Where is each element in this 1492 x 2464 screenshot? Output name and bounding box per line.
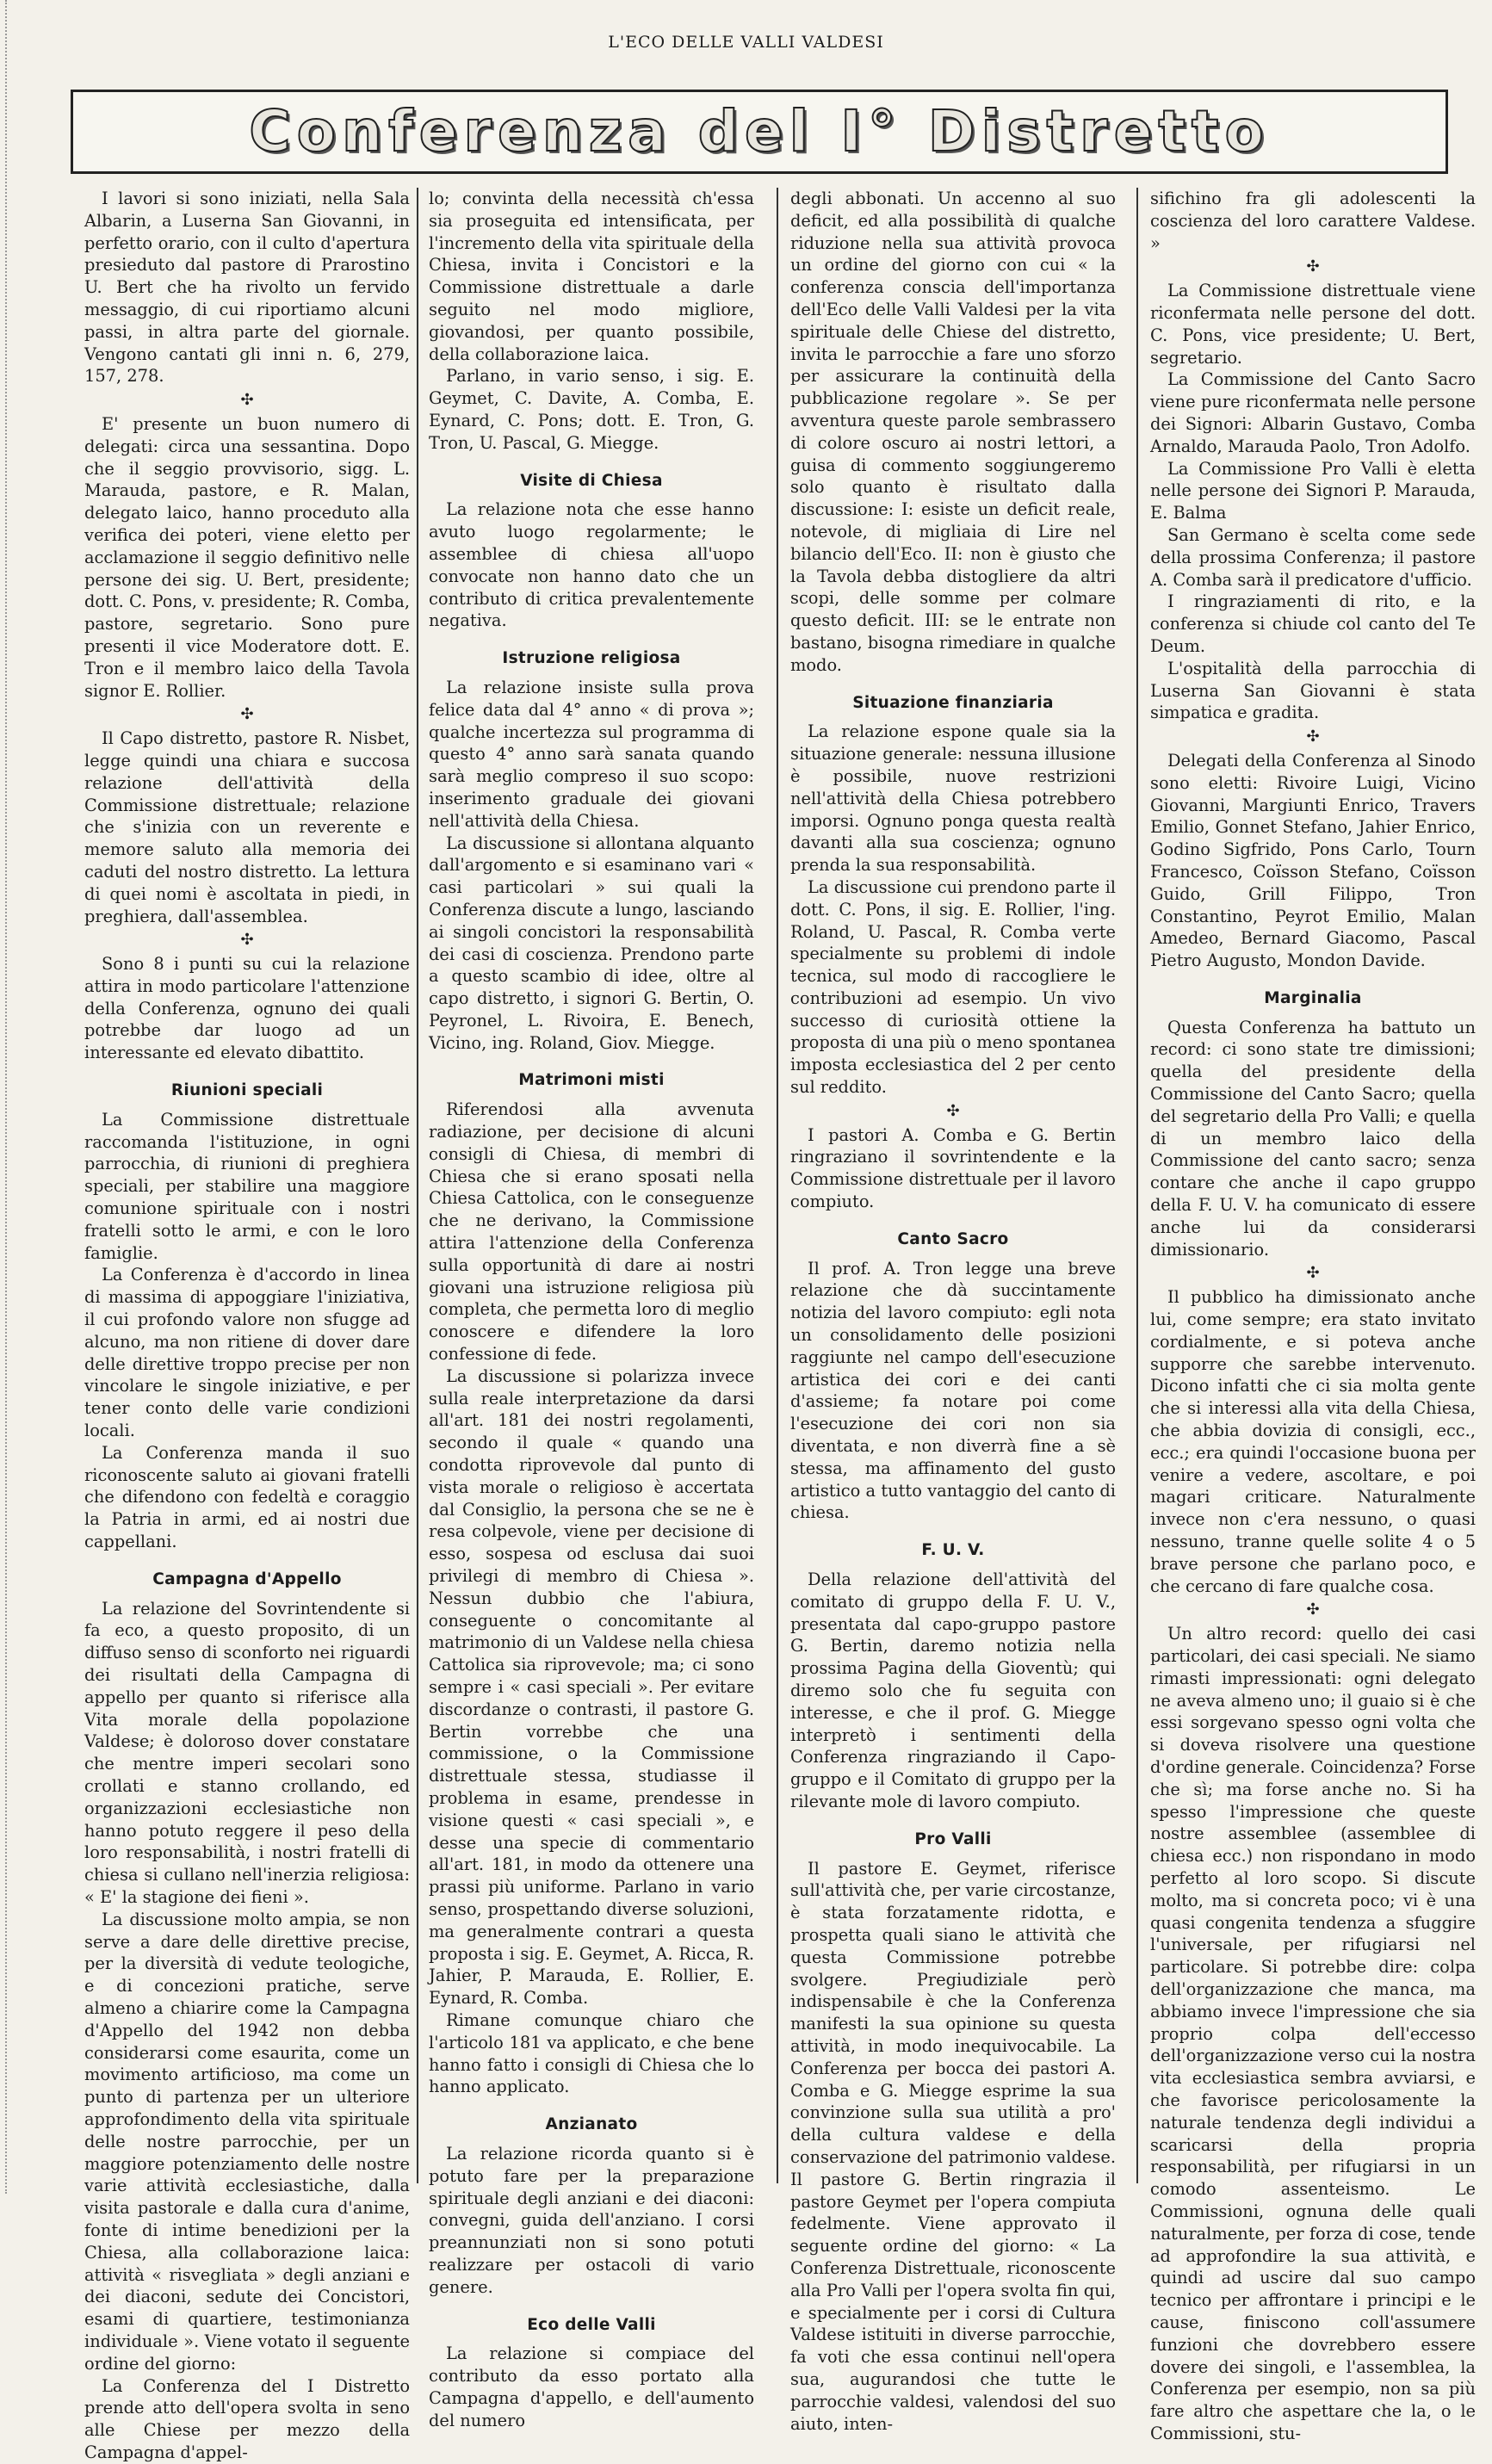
- section-divider-icon: ✣: [240, 391, 254, 410]
- section-heading: Visite di Chiesa: [520, 471, 663, 490]
- paragraph: Questa Conferenza ha battuto un record: ci sono state tre dimissioni; quella del presidente della Commissione del Canto Sacro; quella del segretario della Pro Valli; e quella di un membro laico della Commissione del canto sacro; senza contare che anche il capo gruppo della F. U. V. ha comunicato di essere anche lui da considerarsi dimissionario.: [1150, 1017, 1476, 1260]
- paragraph: Rimane comunque chiaro che l'articolo 181 va applicato, e che bene hanno fatto i consigli di Chiesa che lo hanno applicato.: [429, 2009, 754, 2097]
- paragraph: L'ospitalità della parrocchia di Luserna San Giovanni è stata simpatica e gradita.: [1150, 658, 1476, 723]
- paragraph: La relazione ricorda quanto si è potuto fare per la preparazione spirituale degli anziani e dei diaconi: convegni, guida dell'anziano. I corsi preannunziati non si sono potuti realizzare per ostacoli di vario genere.: [429, 2143, 754, 2297]
- paragraph: Un altro record: quello dei casi particolari, dei casi speciali. Ne siamo rimasti impressionati: ogni delegato ne aveva almeno uno; il guaio si è che essi sorgevano spesso ogni volta che si doveva risolvere una questione d'ordine generale. Coincidenza? Forse che sì; ma forse anche no. Si ha spesso l'impressione che queste nostre assemblee (assemblee di chiesa ecc.) non rispondano in modo perfetto al loro scopo. Si discute molto, ma si concreta poco; vi è una quasi congenita tendenza a sfuggire l'universale, per rifugiarsi nel particolare. Si potrebbe dire: colpa dell'organizzazione che manca, ma abbiamo invece l'impressione che sia proprio colpa dell'eccesso dell'organizzazione verso cui la nostra vita ecclesiastica sembra avviarsi, e che favorisce pericolosamente la naturale tendenza degli individui a scaricarsi della propria responsabilità, per rifugiarsi in un comodo assenteismo. Le Commissioni, ognuna delle quali naturalmente, per forza di cose, tende ad approfondire la sua attività, e quindi ad uscire dal suo campo tecnico per affrontare i principi e le cause, finiscono coll'assumere funzioni che dovrebbero essere dovere dei singoli, e l'assemblea, la Conferenza per esempio, non sa più fare altro che aspettare che la, o le Commissioni, stu-: [1150, 1624, 1476, 2443]
- article-column-3: [790, 188, 1116, 2434]
- section-divider-icon: ✣: [1306, 1264, 1320, 1283]
- column-rule: [777, 188, 778, 2183]
- paragraph: Il prof. A. Tron legge una breve relazione che dà succintamente notizia del lavoro compiuto: egli nota un consolidamento delle posizioni raggiunte nel campo dell'esecuzione artistica dei cori e dei canti d'assieme; fa notare poi come l'esecuzione dei cori non sia diventata, e non diverrà fine a sè stessa, ma affinamento del gusto artistico a tutto vantaggio del canto di chiesa.: [790, 1258, 1116, 1523]
- section-divider-icon: ✣: [240, 931, 254, 950]
- section-heading: F. U. V.: [921, 1541, 985, 1560]
- section-heading: Istruzione religiosa: [502, 649, 681, 668]
- paragraph: Parlano, in vario senso, i sig. E. Geymet, C. Davite, A. Comba, E. Eynard, C. Pons; dott. E. Tron, G. Tron, U. Pascal, G. Miegge.: [429, 366, 754, 453]
- paragraph: La discussione si allontana alquanto dall'argomento e si esaminano vari « casi particolari » sui quali la Conferenza discute a lungo, lasciando ai singoli concistori la responsabilità dei casi di coscienza. Prendono parte a questo scambio di idee, oltre al capo distretto, i signori G. Bertin, O. Peyronel, L. Rivoira, E. Benech, Vicino, ing. Roland, Giov. Miegge.: [429, 833, 754, 1053]
- section-heading: Pro Valli: [914, 1829, 992, 1848]
- scan-edge-marks: [5, 0, 12, 2194]
- section-heading: Matrimoni misti: [518, 1071, 665, 1090]
- headline-box: [71, 90, 1448, 174]
- paragraph: I lavori si sono iniziati, nella Sala Albarin, a Luserna San Giovanni, in perfetto orario, con il culto d'apertura presieduto dal pastore di Prarostino U. Bert che ha rivolto un fervido messaggio, di cui riportiamo alcuni passi, in altra parte del giornale. Vengono cantati gli inni n. 6, 279, 157, 278.: [84, 189, 410, 387]
- paragraph: San Germano è scelta come sede della prossima Conferenza; il pastore A. Comba sarà il predicatore d'ufficio.: [1150, 524, 1476, 590]
- paragraph: Il pastore E. Geymet, riferisce sull'attività che, per varie circostanze, è stata forzatamente ridotta, e prospetta quali siano le attività che questa Commissione potrebbe svolgere. Pregiudiziale però indispensabile è che la Conferenza manifesti la sua opinione su questa attività, in modo inequivocabile. La Conferenza per bocca dei pastori A. Comba e G. Miegge esprime la sua convinzione sulla sua utilità a pro' della cultura valdese e della conservazione del patrimonio valdese. Il pastore G. Bertin ringrazia il pastore Geymet per l'opera compiuta fedelmente. Viene approvato il seguente ordine del giorno: « La Conferenza Distrettuale, riconoscente alla Pro Valli per l'opera svolta fin qui, e specialmente per i corsi di Cultura Valdese istituiti in diverse parrocchie, fa voti che essa continui nell'opera sua, augurandosi che tutte le parrocchie valdesi, valendosi del suo aiuto, inten-: [790, 1858, 1116, 2434]
- paragraph: I pastori A. Comba e G. Bertin ringraziano il sovrintendente e la Commissione distrettuale per il lavoro compiuto.: [790, 1124, 1116, 1212]
- headline: Conferenza del I° Distretto: [249, 98, 1270, 164]
- column-rule: [417, 188, 418, 2183]
- paragraph: lo; convinta della necessità ch'essa sia proseguita ed intensificata, per l'incremento della vita spirituale della Chiesa, invita i Concistori e la Commissione distrettuale a darle seguito nel modo migliore, giovandosi, per quanto possibile, della collaborazione laica.: [429, 189, 754, 364]
- paragraph: La relazione insiste sulla prova felice data dal 4° anno « di prova »; qualche incertezza sul programma di questo 4° anno sarà sanata quando sarà meglio compreso il suo scopo: inserimento graduale dei giovani nell'attività della Chiesa.: [429, 677, 754, 831]
- paragraph: La Commissione distrettuale viene riconfermata nelle persone del dott. C. Pons, vice presidente; U. Bert, segretario.: [1150, 281, 1476, 368]
- running-head: L'ECO DELLE VALLI VALDESI: [608, 33, 884, 52]
- paragraph: Il pubblico ha dimissionato anche lui, come sempre; era stato invitato cordialmente, e si poteva anche supporre che sarebbe intervenuto. Dicono infatti che ci sia molta gente che si interessi alla vita della Chiesa, che abbia dovizia di consigli, ecc., ecc.; era quindi l'occasione buona per venire a vedere, ascoltare, e poi magari criticare. Naturalmente invece non c'era nessuno, o quasi nessuno, tranne quelle solite 4 o 5 brave persone che parlano poco, e che cercano di fare qualche cosa.: [1150, 1287, 1476, 1596]
- section-heading: Situazione finanziaria: [852, 693, 1054, 712]
- section-divider-icon: ✣: [1306, 257, 1320, 276]
- paragraph: sifichino fra gli adolescenti la coscienza del loro carattere Valdese. »: [1150, 189, 1476, 253]
- paragraph: La relazione espone quale sia la situazione generale: nessuna illusione è possibile, nuove restrizioni nell'attività della Chiesa potrebbero imporsi. Ognuno ponga questa realtà davanti alla sua coscienza; ognuno prenda la sua responsabilità.: [790, 721, 1116, 876]
- paragraph: La Commissione distrettuale raccomanda l'istituzione, in ogni parrocchia, di riunioni di preghiera speciali, per stabilire una maggiore comunione spirituale con i nostri fratelli sotto le armi, e con le loro famiglie.: [84, 1109, 410, 1263]
- section-divider-icon: ✣: [946, 1101, 960, 1120]
- paragraph: La Conferenza è d'accordo in linea di massima di appoggiare l'iniziativa, il cui profondo valore non sfugge ad alcuno, ma non ritiene di dover dare delle direttive troppo precise per non vincolare le singole iniziative, e per tener conto delle varie condizioni locali.: [84, 1265, 410, 1441]
- paragraph: La Commissione Pro Valli è eletta nelle persone dei Signori P. Marauda, E. Balma: [1150, 458, 1476, 523]
- column-rule: [1136, 188, 1138, 2183]
- paragraph: degli abbonati. Un accenno al suo deficit, ed alla possibilità di qualche riduzione nella sua attività provoca un ordine del giorno con cui « la conferenza conscia dell'importanza dell'Eco delle Valli Valdesi per la vita spirituale delle Chiese del distretto, invita le parrocchie a fare uno sforzo per assicurare la continuità della pubblicazione regolare ». Se per avventura queste parole sembrassero di colore oscuro ai nostri lettori, a guisa di commento soggiungeremo solo quanto è risultato dalla discussione: I: esiste un deficit reale, notevole, di migliaia di Lire nel bilancio dell'Eco. II: non è giusto che la Tavola debba distogliere da altri scopi, delle somme per colmare questo deficit. III: se le entrate non bastano, bisogna rimediare in qualche modo.: [790, 189, 1116, 675]
- section-heading: Riunioni speciali: [170, 1081, 324, 1100]
- paragraph: I ringraziamenti di rito, e la conferenza si chiude col canto del Te Deum.: [1150, 591, 1476, 656]
- paragraph: La discussione molto ampia, se non serve a dare delle direttive precise, per la diversità di vedute teologiche, e di concezioni pratiche, serve almeno a chiarire come la Campagna d'Appello del 1942 non debba considerarsi come esaurita, come un movimento artificioso, ma come un punto di partenza per un ulteriore approfondimento della vita spirituale delle nostre parrocchie, per un maggiore potenziamento delle nostre varie attività ecclesiastiche, dalla visita pastorale e dalla cura d'anime, fonte di intime benedizioni per la Chiesa, alla collaborazione laica: attività « risvegliata » degli anziani e dei diaconi, sedute dei Concistori, esami di quartiere, testimonianza individuale ». Viene votato il seguente ordine del giorno:: [84, 1909, 410, 2374]
- section-divider-icon: ✣: [1306, 1600, 1320, 1619]
- article-column-2: [429, 188, 754, 2430]
- section-heading: Anzianato: [545, 2115, 638, 2134]
- section-heading: Eco delle Valli: [527, 2315, 656, 2334]
- paragraph: Della relazione dell'attività del comitato di gruppo della F. U. V., presentata dal capo-gruppo pastore G. Bertin, daremo notizia nella prossima Pagina della Gioventù; qui diremo solo che fu seguita con interesse, e che il prof. G. Miegge interpretò i sentimenti della Conferenza ringraziando il Capo-gruppo e il Comitato di gruppo per la rilevante mole di lavoro compiuto.: [790, 1569, 1116, 1811]
- section-heading: Campagna d'Appello: [152, 1569, 342, 1588]
- paragraph: La Conferenza del I Distretto prende atto dell'opera svolta in seno alle Chiese per mezzo della Campagna d'appel-: [84, 2375, 410, 2462]
- paragraph: Riferendosi alla avvenuta radiazione, per decisione di alcuni consigli di Chiesa, di membri di Chiesa che si erano sposati nella Chiesa Cattolica, con le conseguenze che ne derivano, la Commissione attira l'attenzione della Conferenza sulla opportunità di dare ai nostri giovani una istruzione religiosa più completa, che permetta loro di meglio conoscere e difendere la loro confessione di fede.: [429, 1099, 754, 1365]
- paragraph: La Commissione del Canto Sacro viene pure riconfermata nelle persone dei Signori: Albarin Gustavo, Comba Arnaldo, Marauda Paolo, Tron Adolfo.: [1150, 369, 1476, 456]
- paragraph: Sono 8 i punti su cui la relazione attira in modo particolare l'attenzione della Conferenza, ognuno dei quali potrebbe dar luogo ad un interessante ed elevato dibattito.: [84, 954, 410, 1063]
- paragraph: La discussione cui prendono parte il dott. C. Pons, il sig. E. Rollier, l'ing. Roland, U. Pascal, R. Comba verte specialmente su problemi di indole tecnica, sul modo di raccogliere le contribuzioni ad esempio. Un vivo successo di curiosità ottiene la proposta di una più o meno spontanea imposta ecclesiastica del 2 per cento sul reddito.: [790, 876, 1116, 1098]
- article-column-1: [84, 188, 410, 2462]
- paragraph: Delegati della Conferenza al Sinodo sono eletti: Rivoire Luigi, Vicino Giovanni, Margiunti Enrico, Travers Emilio, Gonnet Stefano, Jahier Enrico, Godino Sigfrido, Pons Carlo, Tourn Francesco, Coïsson Stefano, Coïsson Guido, Grill Filippo, Tron Constantino, Peyrot Emilio, Malan Amedeo, Bernard Giacomo, Pascal Pietro Augusto, Mondon Davide.: [1150, 750, 1476, 971]
- paragraph: E' presente un buon numero di delegati: circa una sessantina. Dopo che il seggio provvisorio, sigg. L. Marauda, pastore, e R. Malan, delegato laico, hanno proceduto alla verifica dei poteri, viene eletto per acclamazione il seggio definitivo nelle persone dei sig. U. Bert, presidente; dott. C. Pons, v. presidente; R. Comba, pastore, segretario. Sono pure presenti il vice Moderatore dott. E. Tron e il membro laico della Tavola signor E. Rollier.: [84, 413, 410, 701]
- section-heading: Marginalia: [1264, 988, 1362, 1007]
- article-column-4: [1150, 188, 1476, 2443]
- section-heading: Canto Sacro: [897, 1229, 1009, 1248]
- paragraph: La relazione si compiace del contributo da esso portato alla Campagna d'appello, e dell'aumento del numero: [429, 2343, 754, 2430]
- section-divider-icon: ✣: [1306, 727, 1320, 746]
- paragraph: Il Capo distretto, pastore R. Nisbet, legge quindi una chiara e succosa relazione dell'attività della Commissione distrettuale; relazione che s'inizia con un reverente e memore saluto alla memoria dei caduti del nostro distretto. La lettura di quei nomi è ascoltata in piedi, in preghiera, dall'assemblea.: [84, 728, 410, 926]
- section-divider-icon: ✣: [240, 705, 254, 724]
- paragraph: La discussione si polarizza invece sulla reale interpretazione da darsi all'art. 181 dei nostri regolamenti, secondo il quale « quando una condotta riprovevole dal punto di vista morale o religioso è accertata dal Consiglio, la persona che se ne è resa colpevole, viene per decisione di esso, sospesa od esclusa dai suoi privilegi di membro di Chiesa ». Nessun dubbio che l'abiura, conseguente o concomitante al matrimonio di un Valdese nella chiesa Cattolica sia riprovevole; ma; ci sono sempre i « casi speciali ». Per evitare discordanze o contrasti, il pastore G. Bertin vorrebbe che una commissione, o la Commissione distrettuale stessa, studiasse il problema in esame, prendesse in visione questi « casi speciali », e desse una specie di commentario all'art. 181, in modo da ottenere una prassi più uniforme. Parlano in vario senso, prospettando diverse soluzioni, ma generalmente contrari a questa proposta i sig. E. Geymet, A. Ricca, R. Jahier, P. Marauda, E. Rollier, E. Eynard, R. Comba.: [429, 1365, 754, 2009]
- paragraph: La relazione del Sovrintendente si fa eco, a questo proposito, di un diffuso senso di sconforto nei riguardi dei risultati della Campagna di appello per quanto si riferisce alla Vita morale della popolazione Valdese; è doloroso dover constatare che mentre imperi secolari sono crollati e stanno crollando, ed organizzazioni ecclesiastiche non hanno potuto reggere il peso della loro responsabilità, i nostri fratelli di chiesa si cullano nell'inerzia religiosa: « E' la stagione dei fieni ».: [84, 1598, 410, 1907]
- paragraph: La relazione nota che esse hanno avuto luogo regolarmente; le assemblee di chiesa all'uopo convocate non hanno dato che un contributo di critica prevalentemente negativa.: [429, 499, 754, 631]
- paragraph: La Conferenza manda il suo riconoscente saluto ai giovani fratelli che difendono con fedeltà e coraggio la Patria in armi, ed ai nostri due cappellani.: [84, 1442, 410, 1552]
